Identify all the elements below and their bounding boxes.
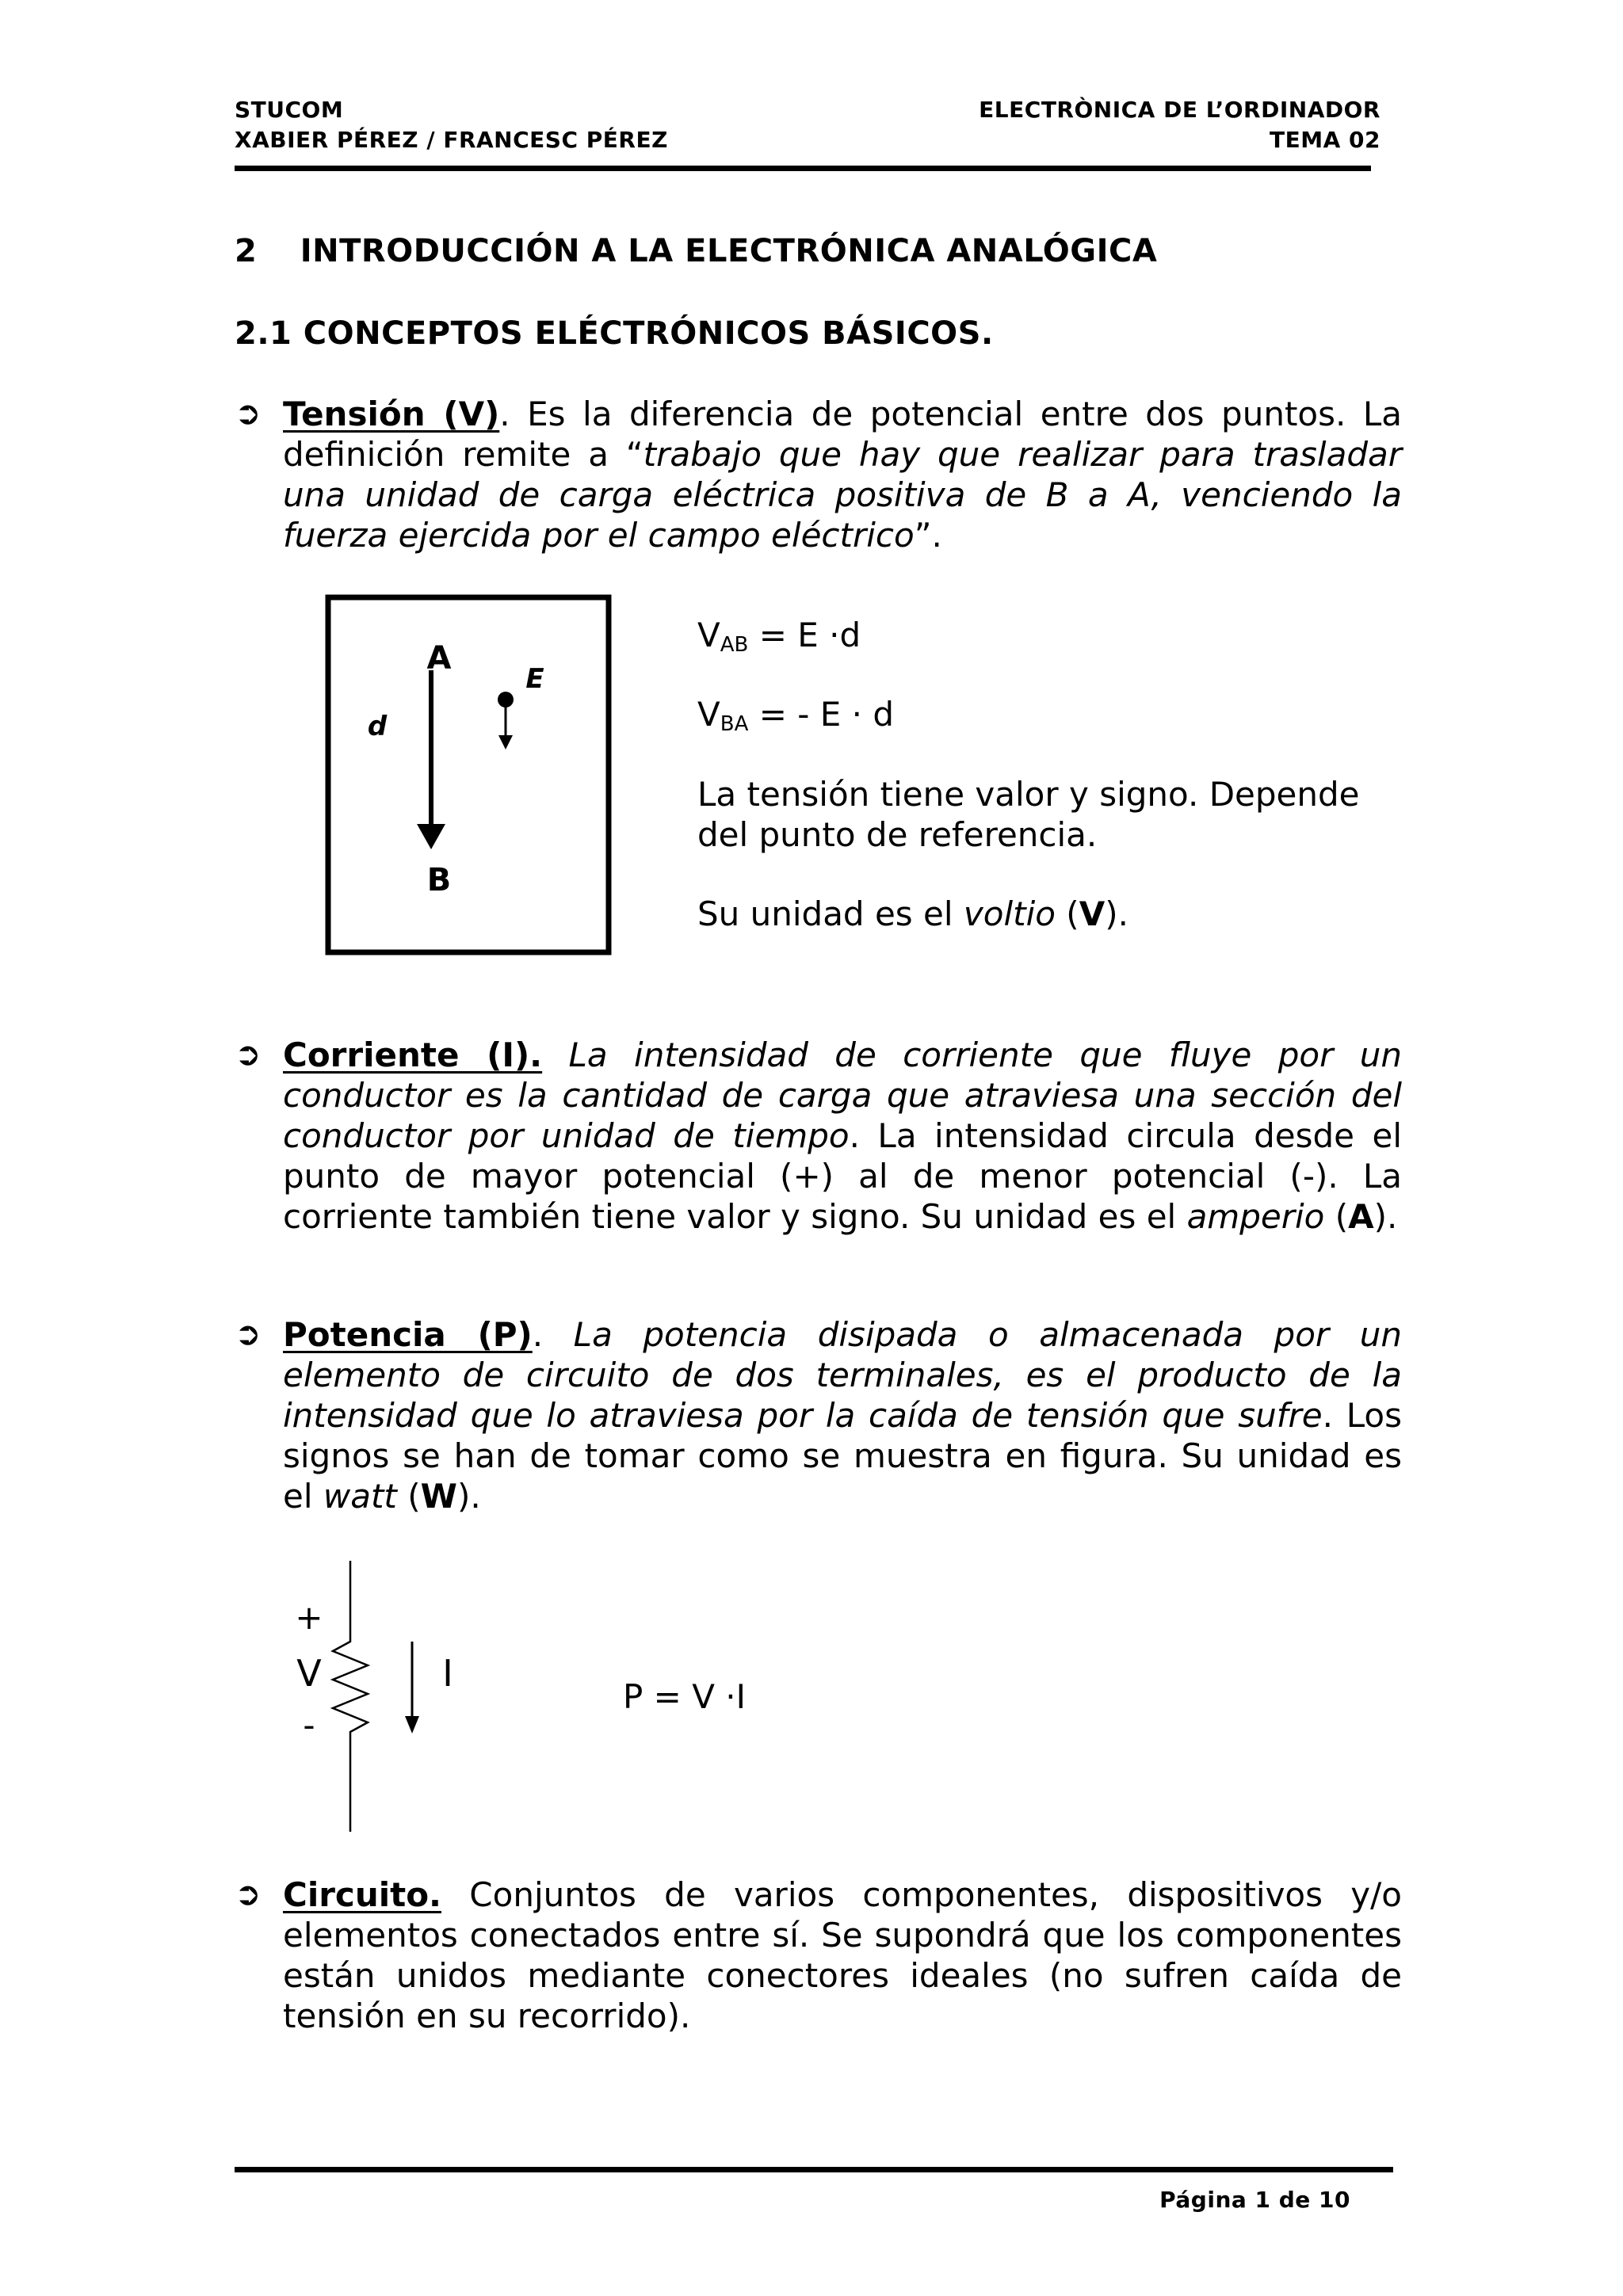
potencia-rest: . Los signos se han de tomar como se muestra en figura. Su unidad es el: [283, 1396, 1402, 1516]
label-b: B: [426, 862, 452, 898]
page-number: Página 1 de 10: [1159, 2187, 1350, 2213]
electric-field-diagram: [325, 594, 612, 955]
distance-arrowhead: [417, 824, 445, 849]
tension-unit: [697, 894, 1128, 934]
formula-vab-rhs: = E ·d: [748, 616, 861, 654]
header-rule: [235, 166, 1371, 171]
formula-vba-rhs: = - E · d: [748, 695, 895, 734]
tension-definition: trabajo que hay que realizar para trasladar una unidad de carga eléctrica positiva de B a A, venciendo la fuerza ejercida por el campo eléctrico: [283, 435, 1402, 555]
resistor-zigzag: [333, 1561, 368, 1832]
corriente-paragraph: [283, 1035, 1402, 1237]
tension-paragraph: [283, 394, 1402, 555]
potencia-unit-symbol: W: [420, 1477, 457, 1516]
bullet-arrow-icon: ➲: [235, 1316, 262, 1352]
formula-vba: [697, 694, 894, 745]
chapter-number: 2: [235, 233, 258, 269]
corriente-term: Corriente (I).: [283, 1035, 543, 1074]
tension-term: Tensión (V): [283, 395, 500, 433]
corriente-unit-name: amperio: [1186, 1197, 1325, 1236]
potencia-unit-close: ).: [456, 1477, 481, 1516]
header-topic: TEMA 02: [1270, 127, 1381, 153]
bullet-arrow-icon: ➲: [235, 1036, 262, 1073]
potencia-definition: La potencia disipada o almacenada por un elemento de circuito de dos terminales, es el producto de la intensidad que lo atraviesa por la caída de tensión que sufre: [283, 1315, 1402, 1435]
voltage-label: V: [296, 1652, 322, 1695]
plus-sign: +: [295, 1598, 323, 1637]
current-label: I: [442, 1652, 453, 1695]
field-arrowhead: [498, 735, 513, 749]
tension-unit-name: voltio: [963, 894, 1056, 933]
formula-vab: [697, 615, 861, 666]
potencia-unit-open: (: [396, 1477, 421, 1516]
tension-end: ”.: [914, 516, 942, 555]
power-formula: P = V ·I: [623, 1677, 747, 1716]
label-d: d: [367, 711, 388, 742]
header-right: [979, 95, 1381, 155]
tension-intro: . Es la diferencia de potencial entre dos puntos. La definición remite a “: [283, 395, 1402, 474]
tension-unit-symbol: V: [1079, 894, 1106, 933]
potencia-term: Potencia (P): [283, 1315, 533, 1354]
bullet-arrow-icon: ➲: [235, 395, 262, 432]
bullet-arrow-icon: ➲: [235, 1876, 262, 1913]
chapter-heading: [235, 233, 1157, 269]
potencia-sep: .: [532, 1315, 574, 1354]
circuito-rest: Conjuntos de varios componentes, dispositivos y/o elementos conectados entre sí. Se supondrá que los componentes están unidos mediante conectores ideales (no sufren caída de tensión en su recorrido).: [283, 1875, 1402, 2035]
chapter-title: INTRODUCCIÓN A LA ELECTRÓNICA ANALÓGICA: [300, 233, 1158, 269]
formula-vba-v: V: [697, 695, 720, 734]
header-authors: XABIER PÉREZ / FRANCESC PÉREZ: [235, 127, 668, 153]
label-a: A: [426, 640, 452, 677]
tension-unit-pre: Su unidad es el: [697, 894, 964, 933]
formula-vba-sub: BA: [720, 712, 749, 736]
potencia-unit-name: watt: [323, 1477, 397, 1516]
tension-unit-open: (: [1055, 894, 1079, 933]
field-box: [328, 597, 609, 952]
header-left: [235, 95, 668, 155]
corriente-unit-symbol: A: [1348, 1197, 1374, 1236]
formula-vab-sub: AB: [720, 633, 749, 657]
corriente-rest: . La intensidad circula desde el punto de mayor potencial (+) al de menor potencial (-). La corriente también tiene valor y signo. Su unidad es el: [283, 1116, 1402, 1236]
corriente-definition: La intensidad de corriente que fluye por un conductor es la cantidad de carga que atraviesa una sección del conductor por unidad de tiempo: [283, 1035, 1403, 1155]
tension-note: La tensión tiene valor y signo. Depende del punto de referencia.: [697, 775, 1360, 854]
minus-sign: -: [303, 1706, 315, 1745]
tension-unit-close: ).: [1105, 894, 1128, 933]
corriente-unit-close: ).: [1373, 1197, 1398, 1236]
potencia-paragraph: [283, 1314, 1402, 1516]
formula-vab-v: V: [697, 616, 720, 654]
footer-rule: [235, 2167, 1393, 2172]
circuito-paragraph: [283, 1875, 1402, 2036]
header-school: STUCOM: [235, 97, 344, 123]
current-arrowhead: [405, 1716, 419, 1733]
section-heading: 2.1 CONCEPTOS ELÉCTRÓNICOS BÁSICOS.: [235, 315, 994, 352]
circuito-term: Circuito.: [283, 1875, 442, 1914]
resistor-diagram: [285, 1553, 491, 1838]
label-e: E: [525, 663, 544, 695]
corriente-unit-open: (: [1324, 1197, 1349, 1236]
header-subject: ELECTRÒNICA DE L’ORDINADOR: [979, 97, 1381, 123]
